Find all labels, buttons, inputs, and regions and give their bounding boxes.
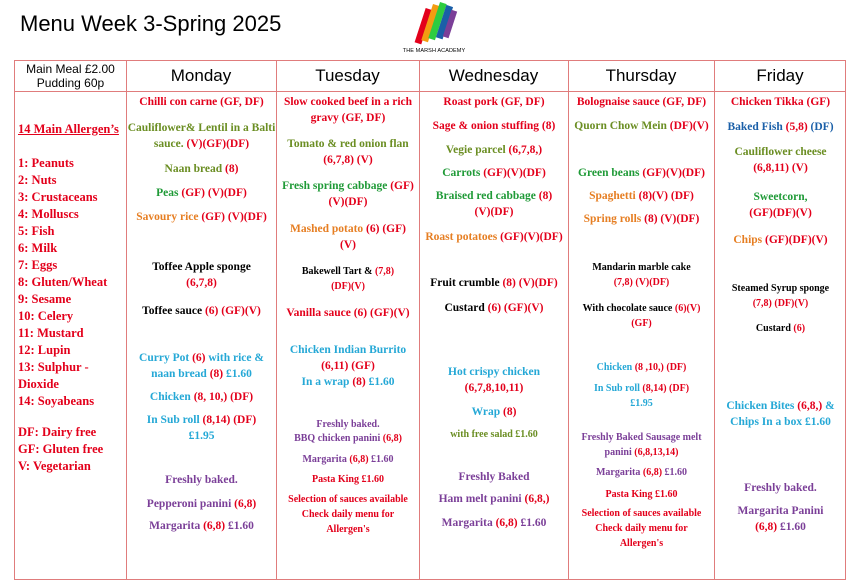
menu-item: Spring rolls (8) (V)(DF) bbox=[583, 213, 700, 225]
allergen-item: 14: Soyabeans bbox=[18, 394, 95, 408]
day-header-friday: Friday bbox=[756, 66, 804, 85]
menu-item: Pasta King £1.60 bbox=[605, 489, 678, 500]
menu-table bbox=[14, 60, 846, 580]
menu-item: Naan bread (8) bbox=[164, 163, 239, 175]
menu-item: Hot crispy chicken (6,7,8,10,11) bbox=[448, 366, 540, 394]
menu-item: Carrots (GF)(V)(DF) bbox=[442, 167, 546, 179]
menu-item: Pepperoni panini (6,8) bbox=[146, 498, 257, 510]
menu-item: Spaghetti (8)(V) (DF) bbox=[589, 190, 694, 202]
allergen-code: V: Vegetarian bbox=[18, 459, 91, 473]
col-divider bbox=[714, 61, 715, 579]
menu-item: Chilli con carne (GF, DF) bbox=[139, 96, 264, 108]
menu-item: Freshly baked. bbox=[165, 474, 238, 486]
menu-item: Bolognaise sauce (GF, DF) bbox=[576, 96, 707, 108]
allergen-item: 1: Peanuts bbox=[18, 156, 74, 170]
menu-item: Slow cooked beef in a rich gravy (GF, DF) bbox=[283, 96, 413, 124]
menu-item: Fruit crumble (8) (V)(DF) bbox=[430, 277, 558, 289]
menu-item: Chips (GF)(DF)(V) bbox=[733, 234, 828, 246]
menu-item: Freshly Baked Sausage melt panini (6,8,13,14) bbox=[581, 432, 702, 458]
day-header-wednesday: Wednesday bbox=[448, 66, 539, 85]
allergen-item: 9: Sesame bbox=[18, 292, 72, 306]
menu-item: Selection of sauces available Check daily menu for Allergen's bbox=[288, 494, 408, 535]
menu-item: Sage & onion stuffing (8) bbox=[432, 120, 556, 132]
allergen-heading: 14 Main Allergen’s bbox=[18, 122, 119, 136]
menu-item: Custard (6) (GF)(V) bbox=[444, 302, 544, 314]
menu-item: Steamed Syrup sponge (7,8) (DF)(V) bbox=[731, 283, 830, 309]
menu-item: Savoury rice (GF) (V)(DF) bbox=[136, 211, 267, 223]
menu-item: Green beans (GF)(V)(DF) bbox=[578, 167, 705, 179]
menu-item: Chicken Bites (6,8,) & Chips In a box £1.60 bbox=[726, 400, 835, 428]
menu-item: In Sub roll (8,14) (DF) £1.95 bbox=[593, 383, 690, 409]
menu-item: BBQ chicken panini (6,8) bbox=[294, 433, 402, 444]
menu-item: Sweetcorn, (GF)(DF)(V) bbox=[749, 191, 812, 219]
menu-item: Freshly baked. bbox=[744, 482, 817, 494]
menu-item: Fresh spring cabbage (GF) (V)(DF) bbox=[282, 180, 414, 208]
menu-item: Roast potatoes (GF)(V)(DF) bbox=[425, 231, 563, 243]
allergen-item: 7: Eggs bbox=[18, 258, 58, 272]
day-header-thursday: Thursday bbox=[605, 66, 677, 85]
menu-item: Bakewell Tart & (7,8) (DF)(V) bbox=[301, 266, 395, 292]
allergen-item: Dioxide bbox=[18, 377, 59, 391]
menu-item: Margarita Panini (6,8) £1.60 bbox=[737, 505, 824, 533]
allergen-code: GF: Gluten free bbox=[18, 442, 104, 456]
menu-item: Vegie parcel (6,7,8,) bbox=[445, 144, 543, 156]
allergen-code: DF: Dairy free bbox=[18, 425, 97, 439]
menu-item: Toffee sauce (6) (GF)(V) bbox=[142, 305, 261, 317]
menu-item: Pasta King £1.60 bbox=[312, 474, 384, 485]
menu-item: Curry Pot (6) with rice & naan bread (8) £1.60 bbox=[139, 352, 264, 380]
menu-item: Freshly baked. bbox=[316, 419, 380, 430]
allergen-key bbox=[18, 121, 126, 475]
menu-item: Margarita (6,8) £1.60 bbox=[441, 517, 547, 529]
menu-item: Chicken Indian Burrito (6,11) (GF) In a wrap (8) £1.60 bbox=[289, 344, 407, 388]
price-info bbox=[15, 61, 126, 91]
menu-item: Selection of sauces available Check daily menu for Allergen's bbox=[581, 508, 702, 549]
menu-item: Cauliflower cheese (6,8,11) (V) bbox=[734, 146, 827, 174]
menu-item: Braised red cabbage (8) (V)(DF) bbox=[435, 190, 553, 218]
menu-item: Custard (6) bbox=[755, 323, 806, 334]
menu-item: Chicken (8 ,10,) (DF) bbox=[596, 362, 687, 373]
menu-item: Cauliflower& Lentil in a Balti sauce. (V)(GF)(DF) bbox=[127, 122, 276, 150]
day-header-tuesday: Tuesday bbox=[315, 66, 380, 85]
menu-item: Margarita (6,8) £1.60 bbox=[595, 467, 688, 478]
menu-item: Margarita (6,8) £1.60 bbox=[302, 454, 394, 465]
day-header-monday: Monday bbox=[170, 66, 232, 85]
logo-stripes-icon bbox=[398, 2, 470, 50]
allergen-item: 10: Celery bbox=[18, 309, 74, 323]
menu-item: Chicken Tikka (GF) bbox=[730, 96, 831, 108]
allergen-item: 11: Mustard bbox=[18, 326, 84, 340]
menu-item: Baked Fish (5,8) (DF) bbox=[727, 121, 834, 133]
allergen-item: 2: Nuts bbox=[18, 173, 57, 187]
menu-item: With chocolate sauce (6)(V) (GF) bbox=[582, 303, 701, 329]
menu-item: Quorn Chow Mein (DF)(V) bbox=[574, 120, 709, 132]
menu-item: Peas (GF) (V)(DF) bbox=[156, 187, 247, 199]
allergen-item: 12: Lupin bbox=[18, 343, 71, 357]
menu-item: In Sub roll (8,14) (DF) £1.95 bbox=[146, 414, 257, 442]
header-divider bbox=[15, 91, 845, 92]
menu-item: Vanilla sauce (6) (GF)(V) bbox=[286, 307, 410, 319]
menu-item: Chicken (8, 10,) (DF) bbox=[149, 391, 254, 403]
allergen-item: 8: Gluten/Wheat bbox=[18, 275, 108, 289]
menu-item: Wrap (8) bbox=[471, 406, 517, 418]
menu-item: Tomato & red onion flan (6,7,8) (V) bbox=[287, 138, 409, 166]
menu-item: Mashed potato (6) (GF) (V) bbox=[290, 223, 406, 251]
menu-item: with free salad £1.60 bbox=[450, 429, 538, 440]
menu-item: Freshly Baked bbox=[458, 471, 530, 483]
menu-item: Mandarin marble cake (7,8) (V)(DF) bbox=[592, 262, 691, 288]
allergen-item: 6: Milk bbox=[18, 241, 58, 255]
allergen-item: 13: Sulphur - bbox=[18, 360, 89, 374]
menu-item: Roast pork (GF, DF) bbox=[443, 96, 545, 108]
allergen-item: 4: Molluscs bbox=[18, 207, 79, 221]
menu-item: Ham melt panini (6,8,) bbox=[438, 493, 550, 505]
logo-caption: THE MARSH ACADEMY bbox=[402, 48, 466, 54]
allergen-item: 5: Fish bbox=[18, 224, 55, 238]
page-title: Menu Week 3-Spring 2025 bbox=[20, 11, 282, 36]
main-meal-price: Main Meal £2.00 bbox=[26, 62, 115, 76]
menu-item: Margarita (6,8) £1.60 bbox=[149, 520, 254, 532]
allergen-item: 3: Crustaceans bbox=[18, 190, 98, 204]
pudding-price: Pudding 60p bbox=[36, 76, 105, 90]
menu-item: Toffee Apple sponge (6,7,8) bbox=[152, 261, 251, 289]
